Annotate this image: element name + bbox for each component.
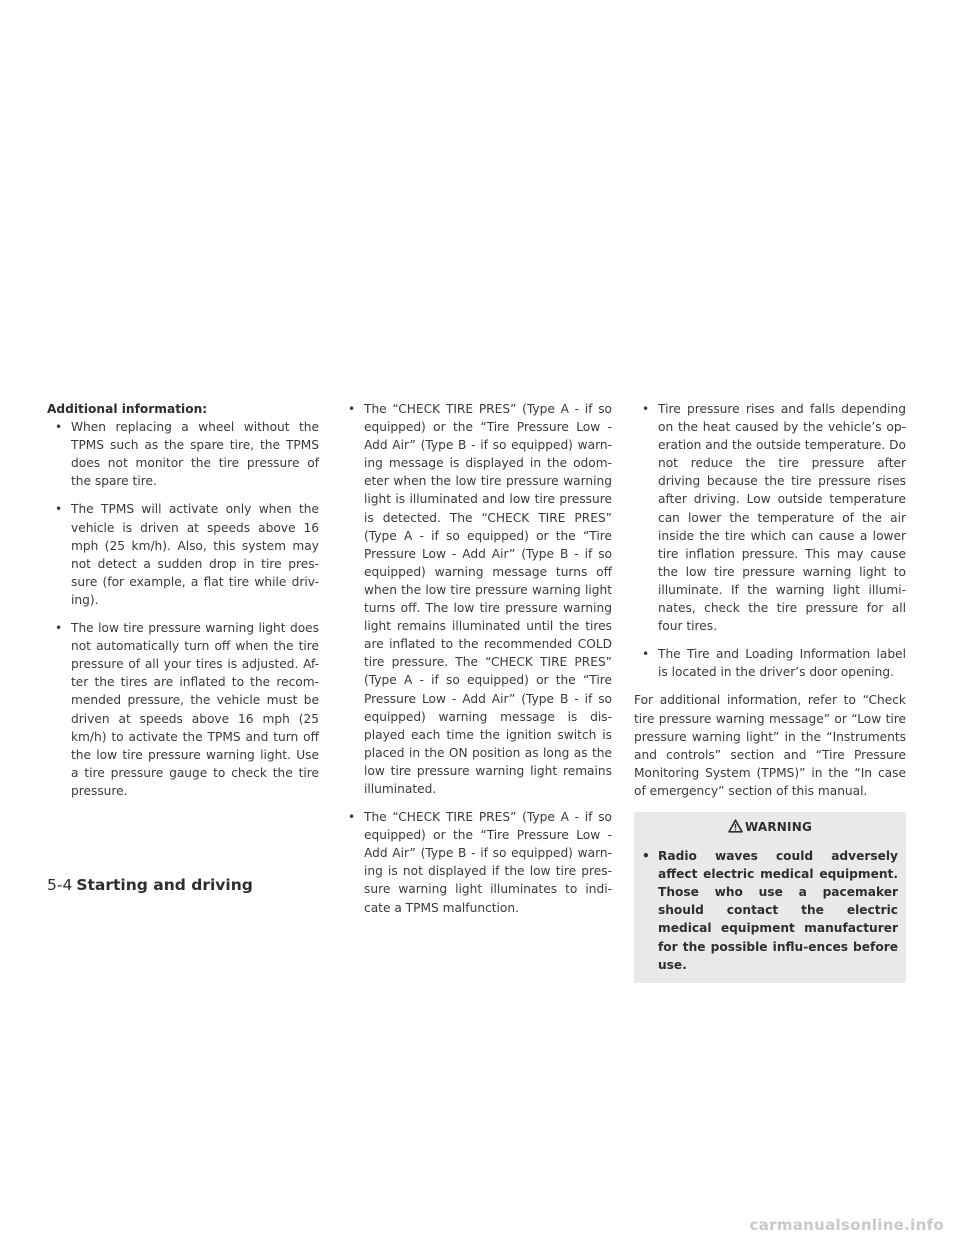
bullet-icon: •: [55, 621, 63, 636]
page-number: 5-4: [47, 876, 73, 894]
list-item: • When replacing a wheel without the TPMS such as the spare tire, the TPMS does not monitor the tire pressure of the spare tire.: [55, 420, 319, 489]
warning-header: [634, 812, 906, 841]
section-title: Starting and driving: [76, 876, 253, 894]
list-item: • The “CHECK TIRE PRES” (Type A - if so equipped) or the “Tire Pressure Low - Add Air” (Type B - if so equipped) warn-ing is not displayed if the low tire pres-sure warning light illuminates to indi-cate a TPMS malfunction.: [348, 810, 612, 915]
warning-triangle-icon: [728, 819, 743, 838]
bullet-list: [47, 418, 319, 800]
column-right: [634, 400, 906, 983]
watermark: carmanualsonline.info: [749, 1216, 944, 1234]
list-item: • The “CHECK TIRE PRES” (Type A - if so equipped) or the “Tire Pressure Low - Add Air” (Type B - if so equipped) warn-ing message is displayed in the odom-eter when the low tire pressure warning light is illuminated and low tire pressure is detected. The “CHECK TIRE PRES” (Type A - if so equipped) or the “Tire Pressure Low - Add Air” (Type B - if so equipped) warning message turns off when the low tire pressure warning light turns off. The low tire pressure warning light remains illuminated until the tires are inflated to the recommended COLD tire pressure. The “CHECK TIRE PRES” (Type A - if so equipped) or the “Tire Pressure Low - Add Air” (Type B - if so equipped) warning message is dis-played each time the ignition switch is placed in the ON position as long as the low tire pressure warning light remains illuminated.: [348, 402, 612, 796]
bullet-list: [340, 400, 612, 917]
column-middle: [340, 400, 612, 927]
reference-paragraph: For additional information, refer to “Check tire pressure warning message” or “Low tire pressure warning light” in the “Instruments and controls” section and “Tire Pressure Monitoring System (TPMS)” in the “In case of emergency” section of this manual.: [634, 693, 906, 798]
bullet-list: [634, 400, 906, 681]
warning-title: WARNING: [744, 819, 813, 834]
bullet-icon: •: [642, 849, 650, 864]
column-left: [47, 400, 319, 810]
bullet-icon: •: [55, 502, 63, 517]
warning-body: [634, 841, 906, 974]
list-item: • Tire pressure rises and falls depending on the heat caused by the vehicle’s op-eration and the outside temperature. Do not reduce the tire pressure after driving because the tire pressure rises after driving. Low outside temperature can lower the temperature of the air inside the tire which can cause a lower tire inflation pressure. This may cause the low tire pressure warning light to illuminate. If the warning light illumi-nates, check the tire pressure for all four tires.: [642, 402, 906, 634]
bullet-icon: •: [348, 402, 356, 416]
bullet-icon: •: [55, 420, 63, 435]
bullet-icon: •: [642, 647, 650, 662]
list-item: • The low tire pressure warning light does not automatically turn off when the tire pressure of all your tires is adjusted. Af-ter the tires are inflated to the recom-mended pressure, the vehicle must be driven at speeds above 16 mph (25 km/h) to activate the TPMS and turn off the low tire pressure warning light. Use a tire pressure gauge to check the tire pressure.: [55, 621, 319, 798]
list-item: • The Tire and Loading Information label is located in the driver’s door opening.: [642, 647, 906, 680]
warning-box: [634, 812, 906, 983]
list-item: • The TPMS will activate only when the vehicle is driven at speeds above 16 mph (25 km/h). Also, this system may not detect a sudden drop in tire pres-sure (for example, a flat tire while driv-ing).: [55, 502, 319, 607]
warning-item: • Radio waves could adversely affect electric medical equipment. Those who use a pacemaker should contact the electric medical equipment manufacturer for the possible influ-ences before use.: [642, 849, 898, 972]
page-footer: [47, 875, 253, 895]
section-heading: Additional information:: [47, 402, 208, 416]
bullet-icon: •: [348, 810, 356, 825]
bullet-icon: •: [642, 402, 650, 416]
